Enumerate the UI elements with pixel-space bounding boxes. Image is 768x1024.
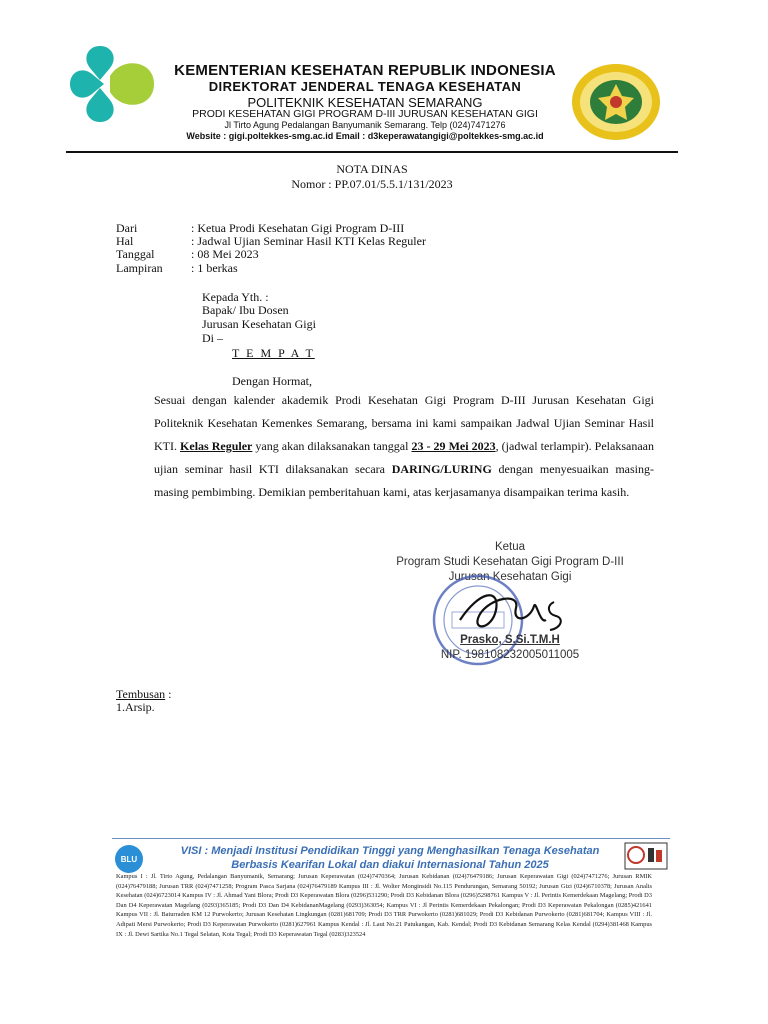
campus-addresses: Kampus I : Jl. Tirto Agung, Pedalangan Banyumanik, Semarang; Jurusan Keperawatan (024)7470364; Jurusan Kebidanan (024)76479186; Jurusan Keperawatan Gigi (024)7471276; Jurusan RMIK (024)76479188; Jurusan TRR (024)7471258; Program Pasca Sarjana (024)76479189 Kampus III : Jl. Wolter Monginsidi No.115 Pendurungan, Semarang 50192; Jurusan Gizi (024)6710378; Jurusan Analis Kesehatan (024)6723014 Kampus IV : Jl. Ahmad Yani Blora; Prodi D3 Keperawatan Blora (0296)531290; Prodi D3 Kebidanan Blora (0296)5298761 Kampus V : Jl. Perintis Kemerdekaan Magelang; Prodi D3 Dan D4 Keperawatan Magelang (0293)365185; Prodi D3 Dan D4 KebidananMagelang (0293)363054; Kampus VI : Jl Perintis Kemerdekaan Pekalongan; Prodi D3 Keperawatan Pekalongan (0285)421641 Kampus VII : Jl. Baturraden KM 12 Purwokerto; Jurusan Kesehatan Lingkungan (0281)681709; Prodi D3 TRR Purwokerto (0281)681029; Prodi D3 Kebidanan Purwokerto (0281)681704; Kampus VIII : Jl. Adipati Mersi Purwokerto; Prodi D3 Keperawatan Purwokerto (0281)627961 Kampus Kendal : Jl. Laut No.21 Patukangan, Kab. Kendal; Prodi D3 Kebidanan Semarang Kelas Kendal (0294)381468 Kampus IX : Jl. Dewi Sartika No.1 Tegal Selatan, Kota Tegal; Prodi D3 Keperawatan Tegal (0283)323524: [116, 873, 652, 938]
footer-rule: [112, 838, 670, 839]
body-dates-highlight: 23 - 29 Mei 2023: [411, 439, 496, 453]
meta-value-attachment: : 1 berkas: [191, 261, 238, 275]
salutation: Dengan Hormat,: [232, 374, 312, 388]
website-email-line: Website : gigi.poltekkes-smg.ac.id Email : d3keperawatangigi@poltekkes-smg.ac.id: [186, 131, 544, 141]
poltekkes-seal: [570, 62, 662, 142]
recipient-department: Jurusan Kesehatan Gigi: [202, 317, 316, 331]
body-part-4: dengan menyesuaikan masing-masing pembimbing. Demikian pemberitahuan kami, atas kerjasamanya disampaikan terima kasih.: [154, 462, 654, 499]
meta-label-subject: Hal: [116, 234, 134, 248]
meta-value-from: : Ketua Prodi Kesehatan Gigi Program D-III: [191, 221, 405, 235]
ministry-name: KEMENTERIAN KESEHATAN REPUBLIK INDONESIA: [174, 62, 556, 79]
cc-label: Tembusan: [116, 687, 166, 701]
letter-body: [154, 389, 654, 504]
address-line: Jl Tirto Agung Pedalangan Banyumanik Semarang. Telp (024)7471276: [224, 120, 506, 130]
cc-item: 1.Arsip.: [116, 700, 155, 714]
recipient-name: Bapak/ Ibu Dosen: [202, 303, 289, 317]
meta-label-attachment: Lampiran: [116, 261, 163, 275]
meta-label-date: Tanggal: [116, 247, 155, 261]
kemenkes-logo: [66, 38, 158, 146]
program-name: PRODI KESEHATAN GIGI PROGRAM D-III JURUSAN KESEHATAN GIGI: [192, 108, 538, 120]
signature-department: Jurusan Kesehatan Gigi: [448, 571, 572, 583]
certification-logo: [624, 842, 668, 870]
blu-logo: [114, 844, 144, 874]
polytechnic-name: POLITEKNIK KESEHATAN SEMARANG: [247, 95, 483, 110]
meta-value-subject: : Jadwal Ujian Seminar Hasil KTI Kelas Reguler: [191, 234, 426, 248]
handwritten-signature: [450, 580, 580, 640]
meta-label-from: Dari: [116, 221, 138, 235]
body-class-highlight: Kelas Reguler: [180, 439, 253, 453]
document-title: NOTA DINAS: [336, 162, 408, 176]
meta-value-date: : 08 Mei 2023: [191, 247, 259, 261]
body-mode-highlight: DARING/LURING: [391, 462, 492, 476]
body-part-2: yang akan dilaksanakan tanggal: [252, 439, 412, 453]
vision-line-1: VISI : Menjadi Institusi Pendidikan Tinggi yang Menghasilkan Tenaga Kesehatan: [180, 845, 600, 857]
document-number: Nomor : PP.07.01/5.5.1/131/2023: [291, 177, 453, 191]
blu-logo-text: BLU: [120, 855, 138, 864]
recipient-place: T E M P A T: [232, 346, 315, 360]
header-rule: [66, 151, 678, 153]
cc-colon: :: [165, 687, 172, 701]
directorate-name: DIREKTORAT JENDERAL TENAGA KESEHATAN: [208, 79, 522, 94]
signature-nip: NIP. 198108232005011005: [440, 649, 580, 661]
recipient-at: Di –: [202, 331, 223, 345]
signature-role: Ketua: [494, 541, 526, 553]
body-part-3: , (jadwal terlampir). Pelaksanaan ujian seminar hasil KTI dilaksanakan secara: [154, 439, 654, 476]
body-part-1: Sesuai dengan kalender akademik Prodi Kesehatan Gigi Program D-III Jurusan Kesehatan Gigi Politeknik Kesehatan Kemenkes Semarang, bersama ini kami sampaikan Jadwal Ujian Seminar Hasil KTI.: [154, 393, 654, 453]
signature-name: Prasko, S.Si.T.M.H: [460, 634, 560, 646]
vision-line-2: Berbasis Kearifan Lokal dan diakui Internasional Tahun 2025: [231, 859, 549, 871]
signature-program: Program Studi Kesehatan Gigi Program D-III: [396, 556, 624, 568]
recipient-greeting: Kepada Yth. :: [202, 290, 269, 304]
